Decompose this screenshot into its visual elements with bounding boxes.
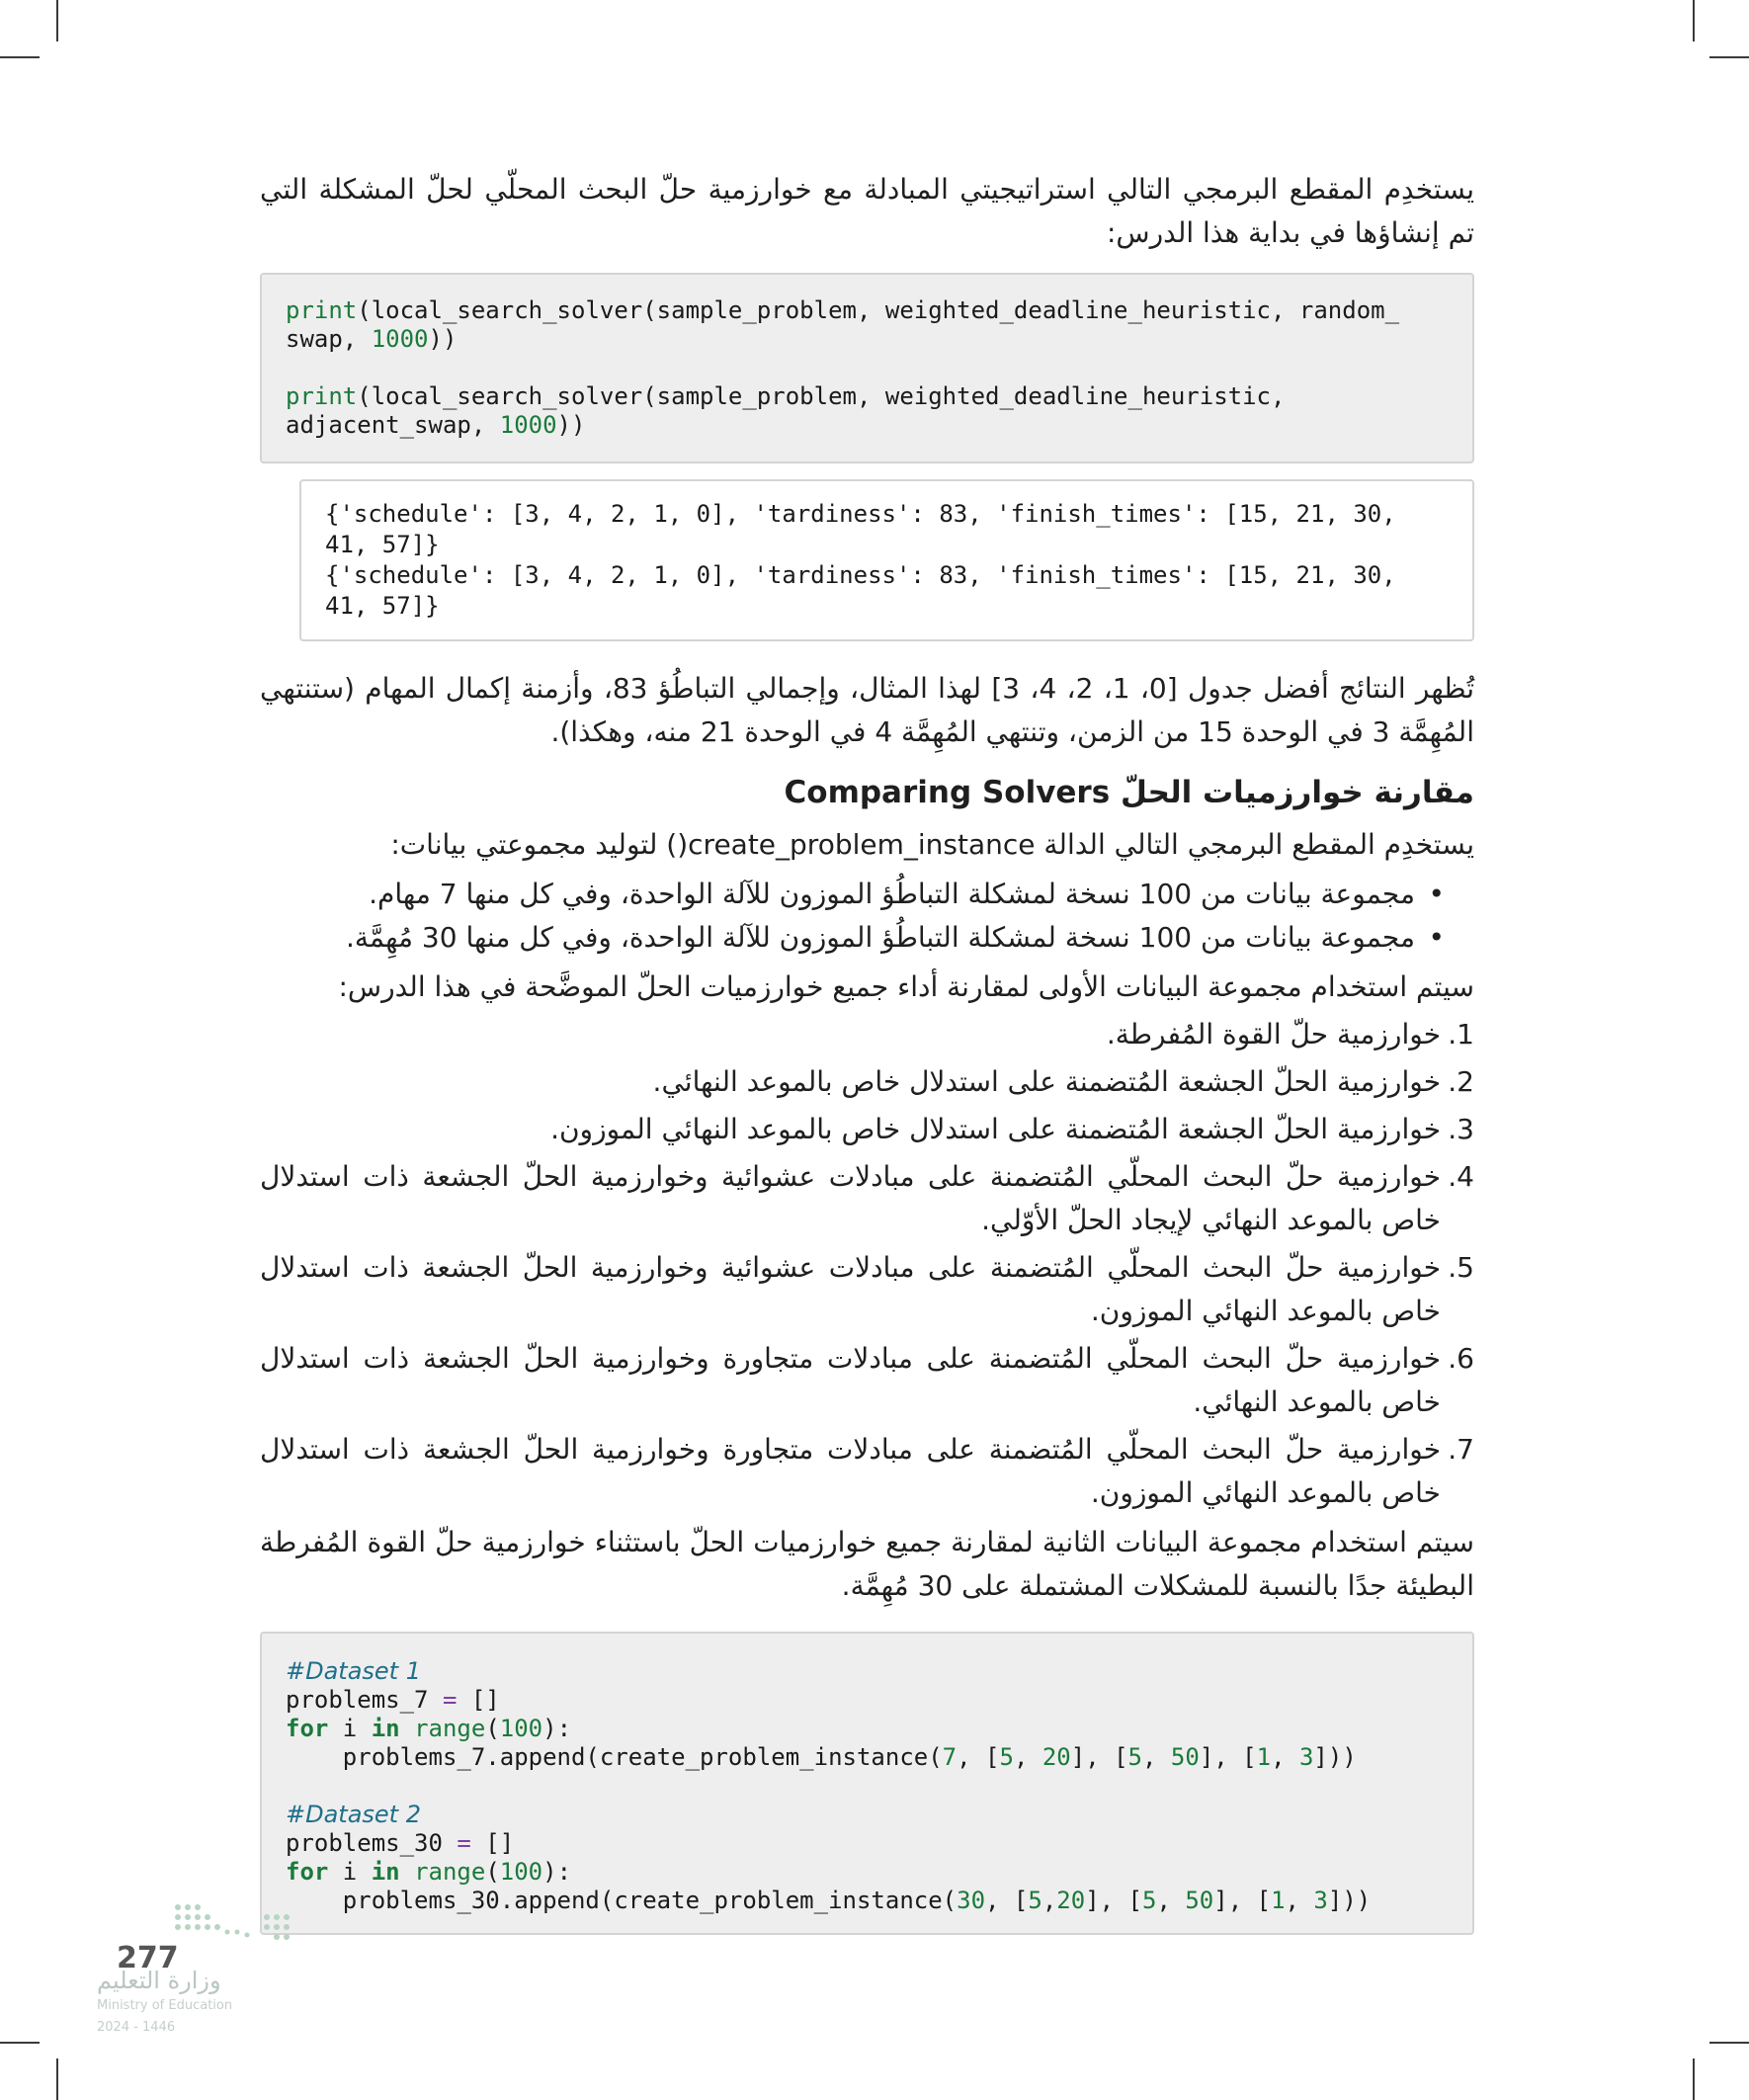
output-block	[299, 479, 1474, 641]
code-token: ,	[1013, 1743, 1042, 1771]
code-token: problems_7.append(create_problem_instance(	[286, 1743, 943, 1771]
code-token: (	[485, 1858, 500, 1886]
output-line: {'schedule': [3, 4, 2, 1, 0], 'tardiness': 83, 'finish_times': [15, 21, 30,	[325, 561, 1396, 589]
list-text: خوارزمية حلّ القوة المُفرطة.	[1106, 1018, 1441, 1050]
code-token: ):	[542, 1715, 572, 1742]
code-token: 100	[499, 1715, 543, 1742]
code-token: for	[286, 1858, 329, 1886]
crop-mark	[1709, 56, 1749, 58]
code-token: 3	[1298, 1743, 1314, 1771]
code-token: 1	[1256, 1743, 1272, 1771]
list-item	[260, 1428, 1474, 1515]
code-token: ,	[1285, 1887, 1314, 1914]
list-number: 7.	[1448, 1433, 1474, 1466]
code-token: =	[442, 1686, 458, 1714]
list-number: 5.	[1448, 1251, 1474, 1284]
list-text: خوارزمية حلّ البحث المحلّي المُتضمنة على مبادلات متجاورة وخوارزمية الحلّ الجشعة ذات استدلال خاص بالموعد النهائي الموزون.	[260, 1433, 1441, 1509]
code-token: 3	[1313, 1887, 1328, 1914]
code-token: 50	[1185, 1887, 1214, 1914]
ministry-name-ar: وزارة التعليم	[97, 1967, 221, 1994]
code-token: 5	[1028, 1887, 1042, 1914]
code-token: ]))	[1313, 1743, 1357, 1771]
list-text: خوارزمية حلّ البحث المحلّي المُتضمنة على مبادلات عشوائية وخوارزمية الحلّ الجشعة ذات استدلال خاص بالموعد النهائي الموزون.	[260, 1251, 1441, 1327]
dataset-bullets	[260, 873, 1474, 960]
code-token: 1000	[499, 411, 557, 439]
code-token: ], [	[1199, 1743, 1257, 1771]
code-token: i	[328, 1858, 372, 1886]
code-token: 30	[957, 1887, 986, 1914]
code-token: (local_search_solver(sample_problem, weighted_deadline_heuristic,	[357, 382, 1286, 410]
ministry-name-en: Ministry of Education	[97, 1998, 233, 2013]
crop-mark	[1693, 2058, 1695, 2100]
code-token: =	[457, 1829, 471, 1857]
code-token: , [	[985, 1887, 1029, 1914]
code-token: ):	[542, 1858, 572, 1886]
list-text: خوارزمية حلّ البحث المحلّي المُتضمنة على مبادلات عشوائية وخوارزمية الحلّ الجشعة ذات استدلال خاص بالموعد النهائي لإيجاد الحلّ الأوّلي.	[260, 1160, 1441, 1236]
code-token: swap,	[286, 325, 372, 353]
code-token: 5	[1142, 1887, 1157, 1914]
code-token: 1	[1271, 1887, 1286, 1914]
output-line: {'schedule': [3, 4, 2, 1, 0], 'tardiness': 83, 'finish_times': [15, 21, 30,	[325, 500, 1396, 528]
compare-paragraph: سيتم استخدام مجموعة البيانات الأولى لمقارنة أداء جميع خوارزميات الحلّ الموضَّحة في هذا الدرس:	[338, 970, 1474, 1003]
code-token: ]))	[1327, 1887, 1372, 1914]
code-token: 20	[1056, 1887, 1086, 1914]
list-text: خوارزمية الحلّ الجشعة المُتضمنة على استدلال خاص بالموعد النهائي الموزون.	[550, 1113, 1441, 1145]
list-number: 4.	[1448, 1160, 1474, 1193]
code-token: ,	[1142, 1743, 1171, 1771]
list-item	[260, 1013, 1474, 1056]
code-block-solver	[260, 273, 1474, 463]
list-number: 1.	[1448, 1018, 1474, 1050]
page-number: 277	[117, 1941, 179, 1975]
code-token: in	[371, 1715, 400, 1742]
code-block-datasets	[260, 1632, 1474, 1935]
code-token: problems_30	[286, 1829, 458, 1857]
code-token: ))	[428, 325, 458, 353]
list-text: خوارزمية الحلّ الجشعة المُتضمنة على استدلال خاص بالموعد النهائي.	[652, 1065, 1441, 1098]
section-heading: مقارنة خوارزميات الحلّ Comparing Solvers	[784, 775, 1474, 810]
generate-paragraph: يستخدِم المقطع البرمجي التالي الدالة create_problem_instance() لتوليد مجموعتي بيانات:	[390, 828, 1474, 861]
list-text: خوارزمية حلّ البحث المحلّي المُتضمنة على مبادلات متجاورة وخوارزمية الحلّ الجشعة ذات استدلال خاص بالموعد النهائي.	[260, 1342, 1441, 1418]
crop-mark	[56, 0, 58, 42]
list-item: • مجموعة بيانات من 100 نسخة لمشكلة التباطُؤ الموزون للآلة الواحدة، وفي كل منها 7 مهام.	[260, 873, 1445, 916]
crop-mark	[56, 2058, 58, 2100]
list-item: • مجموعة بيانات من 100 نسخة لمشكلة التباطُؤ الموزون للآلة الواحدة، وفي كل منها 30 مُهِمَّة.	[260, 916, 1445, 960]
code-token: ,	[1271, 1743, 1299, 1771]
code-token: (local_search_solver(sample_problem, weighted_deadline_heuristic, random_	[357, 296, 1400, 324]
crop-mark	[1693, 0, 1695, 42]
code-token: ], [	[1213, 1887, 1272, 1914]
list-item	[260, 1246, 1474, 1333]
code-token: 50	[1170, 1743, 1200, 1771]
code-token: , [	[957, 1743, 1000, 1771]
code-token: []	[457, 1686, 500, 1714]
results-paragraph: تُظهر النتائج أفضل جدول [0، 1، 2، 4، 3] لهذا المثال، وإجمالي التباطُؤ 83، وأزمنة إكمال المهام (ستنتهي المُهِمَّة 3 في الوحدة 15 من الزمن، وتنتهي المُهِمَّة 4 في الوحدة 21 منه، وهكذا).	[260, 672, 1475, 748]
code-token: for	[286, 1715, 329, 1742]
code-token: i	[328, 1715, 372, 1742]
code-token: ,	[1041, 1887, 1057, 1914]
code-token: 100	[499, 1858, 543, 1886]
list-item	[260, 1108, 1474, 1151]
output-line: 41, 57]}	[325, 531, 440, 558]
code-comment: #Dataset 1	[286, 1657, 421, 1685]
output-line: 41, 57]}	[325, 592, 440, 620]
solver-list	[260, 1013, 1474, 1515]
code-token: 5	[999, 1743, 1014, 1771]
crop-mark	[1709, 2042, 1749, 2044]
code-token: range	[399, 1715, 486, 1742]
code-token: ,	[1156, 1887, 1186, 1914]
crop-mark	[0, 2042, 40, 2044]
code-token: range	[399, 1858, 486, 1886]
code-token: print	[286, 382, 358, 410]
list-number: 2.	[1448, 1065, 1474, 1098]
intro-paragraph: يستخدِم المقطع البرمجي التالي استراتيجيتي المبادلة مع خوارزمية حلّ البحث المحلّي لحلّ المشكلة التي تم إنشاؤها في بداية هذا الدرس:	[260, 173, 1474, 249]
code-token: print	[286, 296, 358, 324]
code-token: problems_7	[286, 1686, 443, 1714]
code-comment: #Dataset 2	[286, 1801, 421, 1828]
ministry-year: 2024 - 1446	[97, 2020, 176, 2035]
list-item	[260, 1337, 1474, 1424]
list-number: 6.	[1448, 1342, 1474, 1375]
code-token: problems_30.append(create_problem_instance(	[286, 1887, 958, 1914]
crop-mark	[0, 56, 40, 58]
code-token: 5	[1127, 1743, 1142, 1771]
list-item	[260, 1060, 1474, 1104]
code-token: ))	[556, 411, 586, 439]
code-token: ], [	[1070, 1743, 1128, 1771]
code-token: 20	[1041, 1743, 1071, 1771]
code-token: 7	[942, 1743, 958, 1771]
ministry-logo-icon	[168, 1897, 326, 1957]
page-content	[260, 168, 1474, 1935]
code-token: adjacent_swap,	[286, 411, 500, 439]
list-number: 3.	[1448, 1113, 1474, 1145]
list-item	[260, 1155, 1474, 1242]
second-dataset-paragraph: سيتم استخدام مجموعة البيانات الثانية لمقارنة جميع خوارزميات الحلّ باستثناء خوارزمية حلّ القوة المُفرطة البطيئة جدًا بالنسبة للمشكلات المشتملة على 30 مُهِمَّة.	[260, 1526, 1474, 1602]
code-token: in	[371, 1858, 400, 1886]
code-token: []	[470, 1829, 515, 1857]
code-token: ], [	[1085, 1887, 1142, 1914]
code-token: (	[485, 1715, 500, 1742]
code-token: 1000	[371, 325, 429, 353]
